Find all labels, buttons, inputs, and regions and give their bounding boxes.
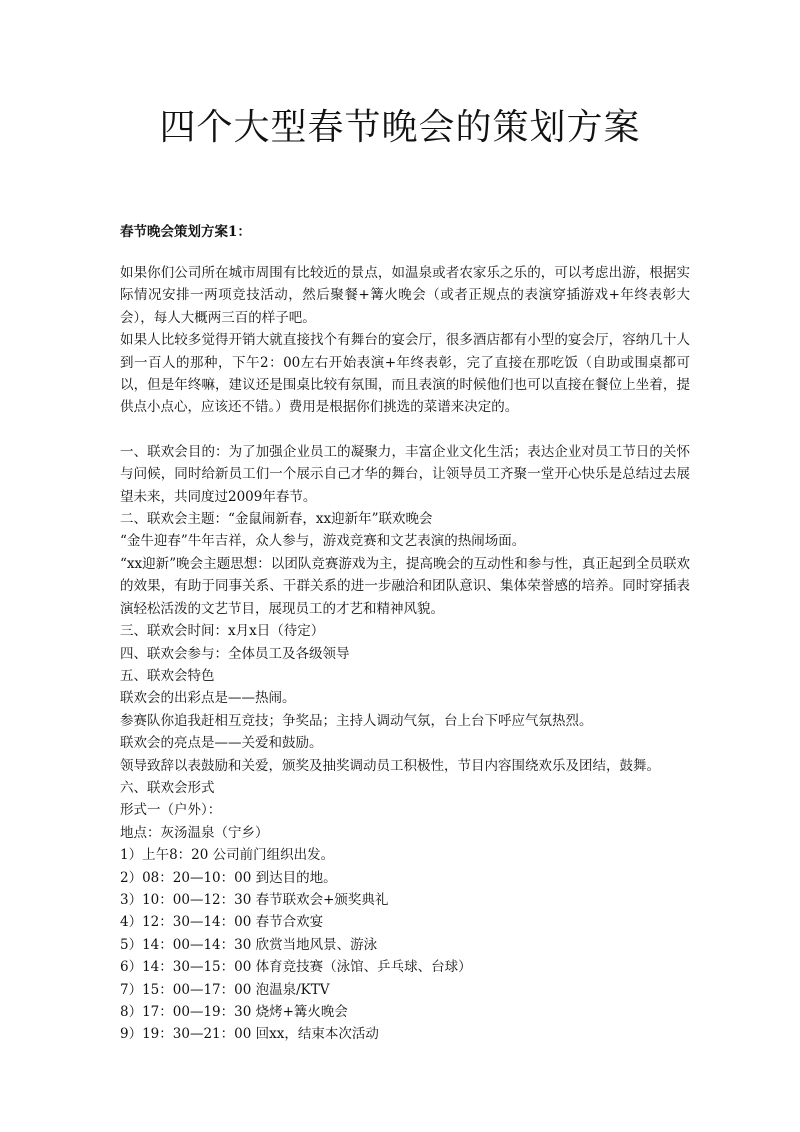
plan-line: “金牛迎春”牛年吉祥，众人参与，游戏竞赛和文艺表演的热闹场面。 bbox=[120, 533, 526, 550]
plan-line: 三、联欢会时间：x月x日（待定） bbox=[120, 623, 325, 640]
schedule-item: 8）17：00—19：30 烧烤+篝火晚会 bbox=[120, 1004, 348, 1020]
schedule-item: 3）10：00—12：30 春节联欢会+颁奖典礼 bbox=[120, 891, 389, 908]
plan-line: 地点：灰汤温泉（宁乡） bbox=[120, 824, 269, 841]
plan-line: 参赛队你追我赶相互竞技；争奖品；主持人调动气氛，台上台下呼应气氛热烈。 bbox=[120, 712, 593, 729]
plan-line: 领导致辞以表鼓励和关爱，颁奖及抽奖调动员工积极性，节目内容围绕欢乐及团结，鼓舞。 bbox=[120, 757, 660, 774]
plan-line: 二、联欢会主题：“金鼠闹新春，xx迎新年”联欢晚会 bbox=[120, 511, 433, 528]
plan-line: 联欢会的出彩点是——热闹。 bbox=[120, 690, 296, 707]
plan-line: 六、联欢会形式 bbox=[120, 779, 215, 796]
schedule-item: 6）14：30—15：00 体育竞技赛（泳馆、乒乓球、台球） bbox=[120, 959, 472, 976]
plan-line: 五、联欢会特色 bbox=[120, 667, 215, 684]
schedule-item: 4）12：30—14：00 春节合欢宴 bbox=[120, 914, 324, 931]
paragraph-gap bbox=[120, 419, 690, 441]
plan-line: 形式一（户外）： bbox=[120, 802, 222, 819]
intro-paragraph: 如果你们公司所在城市周围有比较近的景点，如温泉或者农家乐之乐的，可以考虑出游，根据实际情况安排一两项竞技活动，然后聚餐+篝火晚会（或者正规点的表演穿插游戏+年终表彰大会），每人大概两三百的样子吧。 bbox=[120, 265, 690, 326]
schedule-item: 5）14：00—14：30 欣赏当地风景、游泳 bbox=[120, 936, 378, 953]
plan-line: 一、联欢会目的：为了加强企业员工的凝聚力，丰富企业文化生活；表达企业对员工节日的关怀与问候，同时给新员工们一个展示自己才华的舞台，让领导员工齐聚一堂开心快乐是总结过去展望未来，共同度过2009年春节。 bbox=[120, 443, 690, 505]
document-body bbox=[120, 221, 690, 1046]
plan-line: “xx迎新”晚会主题思想：以团队竞赛游戏为主，提高晚会的互动性和参与性，真正起到全员联欢的效果，有助于同事关系、干群关系的进一步融洽和团队意识、集体荣誉感的培养。同时穿插表演轻松活泼的文艺节目，展现员工的才艺和精神风貌。 bbox=[120, 555, 690, 617]
schedule-item: 1）上午8：20 公司前门组织出发。 bbox=[120, 847, 335, 864]
document-title: 四个大型春节晚会的策划方案 bbox=[159, 107, 641, 148]
plan-line: 联欢会的亮点是——关爱和鼓励。 bbox=[120, 735, 323, 752]
plan-line: 四、联欢会参与：全体员工及各级领导 bbox=[120, 645, 350, 662]
section-heading: 春节晚会策划方案1： bbox=[120, 224, 251, 240]
schedule-item: 7）15：00—17：00 泡温泉/KTV bbox=[120, 981, 330, 998]
schedule-item: 9）19：30—21：00 回xx，结束本次活动 bbox=[120, 1026, 379, 1043]
schedule-item: 2）08：20—10：00 到达目的地。 bbox=[120, 869, 337, 886]
intro-paragraph: 如果人比较多觉得开销大就直接找个有舞台的宴会厅，很多酒店都有小型的宴会厅，容纳几十人到一百人的那种，下午2：00左右开始表演+年终表彰，完了直接在那吃饭（自助或围桌都可以，但是年终嘛，建议还是围桌比较有氛围，而且表演的时候他们也可以直接在餐位上坐着，提供点小点心，应该还不错。）费用是根据你们挑选的菜谱来决定的。 bbox=[120, 332, 690, 416]
